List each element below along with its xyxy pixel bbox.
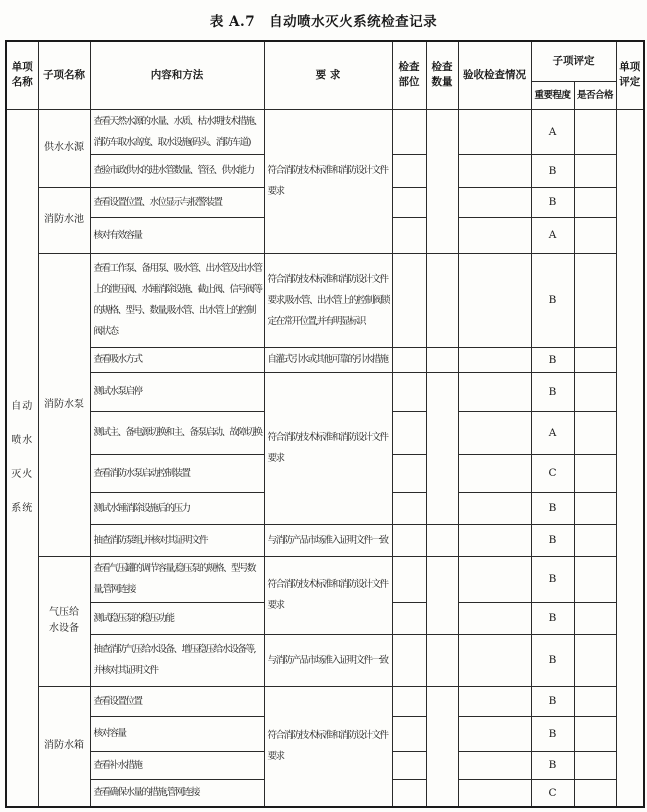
qualified-cell — [574, 217, 616, 253]
location-cell — [392, 454, 426, 492]
qualified-cell — [574, 187, 616, 217]
acceptance-cell — [458, 109, 531, 154]
location-cell — [392, 217, 426, 253]
table-title — [0, 0, 647, 40]
table-row — [6, 253, 644, 347]
location-cell — [392, 109, 426, 154]
acceptance-cell — [458, 217, 531, 253]
item-eval-cell — [616, 109, 644, 807]
importance-cell: B — [531, 602, 574, 634]
qualified-cell — [574, 109, 616, 154]
location-cell — [392, 634, 426, 686]
qualified-cell — [574, 524, 616, 556]
header-item-eval: 单项评定 — [616, 41, 644, 109]
quantity-cell — [426, 253, 458, 347]
acceptance-cell — [458, 372, 531, 411]
content-cell: 查看天然水源的水量、水质、枯水期技术措施、消防车取水高度、取水设施(码头、消防车道) — [90, 109, 264, 154]
importance-cell: B — [531, 716, 574, 751]
acceptance-cell — [458, 779, 531, 807]
content-cell: 查看气压罐的调节容量,稳压泵的规格、型号数量,管网连接 — [90, 556, 264, 602]
content-cell: 查看确保水量的措施,管网连接 — [90, 779, 264, 807]
importance-cell: B — [531, 347, 574, 372]
content-cell: 抽查消防泵组,并核对其证明文件 — [90, 524, 264, 556]
header-importance: 重要程度 — [531, 81, 574, 109]
location-cell — [392, 751, 426, 779]
qualified-cell — [574, 556, 616, 602]
table-row — [6, 372, 644, 411]
header-item-name: 单项名称 — [6, 41, 38, 109]
quantity-cell — [426, 347, 458, 372]
inspection-record-table — [5, 40, 645, 808]
requirement-cell: 符合消防技术标准和消防设计文件要求 — [264, 686, 392, 807]
qualified-cell — [574, 686, 616, 716]
acceptance-cell — [458, 686, 531, 716]
qualified-cell — [574, 411, 616, 454]
importance-cell: A — [531, 109, 574, 154]
acceptance-cell — [458, 347, 531, 372]
location-cell — [392, 347, 426, 372]
qualified-cell — [574, 347, 616, 372]
location-cell — [392, 253, 426, 347]
importance-cell: B — [531, 154, 574, 187]
quantity-cell — [426, 556, 458, 634]
content-cell: 测试水锤消除设施后的压力 — [90, 492, 264, 524]
qualified-cell — [574, 253, 616, 347]
requirement-cell: 自灌式引水或其他可靠的引水措施 — [264, 347, 392, 372]
location-cell — [392, 716, 426, 751]
location-cell — [392, 411, 426, 454]
content-cell: 测试主、备电源切换和主、备泵启动、故障切换 — [90, 411, 264, 454]
header-requirement: 要 求 — [264, 41, 392, 109]
importance-cell: B — [531, 751, 574, 779]
sub-item-cell: 供水水源 — [38, 109, 90, 187]
location-cell — [392, 492, 426, 524]
qualified-cell — [574, 602, 616, 634]
quantity-cell — [426, 686, 458, 807]
importance-cell: B — [531, 686, 574, 716]
qualified-cell — [574, 716, 616, 751]
content-cell: 查看设置位置 — [90, 686, 264, 716]
sub-item-cell: 消防水池 — [38, 187, 90, 253]
importance-cell: C — [531, 779, 574, 807]
acceptance-cell — [458, 716, 531, 751]
location-cell — [392, 154, 426, 187]
content-cell: 测试水泵启停 — [90, 372, 264, 411]
quantity-cell — [426, 372, 458, 524]
header-acceptance-status: 验收检查情况 — [458, 41, 531, 109]
content-cell: 查看消防水泵启动控制装置 — [90, 454, 264, 492]
qualified-cell — [574, 454, 616, 492]
table-number: 表 A.7 — [209, 14, 256, 30]
quantity-cell — [426, 634, 458, 686]
requirement-cell: 符合消防技术标准和消防设计文件要求 — [264, 556, 392, 634]
location-cell — [392, 556, 426, 602]
location-cell — [392, 779, 426, 807]
qualified-cell — [574, 634, 616, 686]
content-cell: 核对容量 — [90, 716, 264, 751]
qualified-cell — [574, 751, 616, 779]
item-name-cell: 自动喷水灭火系统 — [6, 109, 38, 807]
table-row — [6, 556, 644, 602]
acceptance-cell — [458, 602, 531, 634]
importance-cell: B — [531, 634, 574, 686]
acceptance-cell — [458, 492, 531, 524]
header-content-method: 内容和方法 — [90, 41, 264, 109]
header-inspect-quantity: 检查数量 — [426, 41, 458, 109]
acceptance-cell — [458, 454, 531, 492]
importance-cell: B — [531, 556, 574, 602]
importance-cell: B — [531, 372, 574, 411]
acceptance-cell — [458, 556, 531, 602]
requirement-cell: 符合消防技术标准和消防设计文件要求 — [264, 109, 392, 253]
qualified-cell — [574, 492, 616, 524]
table-row — [6, 524, 644, 556]
table-row — [6, 686, 644, 716]
content-cell: 抽查消防气压给水设备、增压稳压给水设备等,并核对其证明文件 — [90, 634, 264, 686]
content-cell: 测试稳压泵的稳压功能 — [90, 602, 264, 634]
sub-item-cell: 气压给水设备 — [38, 556, 90, 686]
requirement-cell: 与消防产品市场准入证明文件一致 — [264, 524, 392, 556]
quantity-cell — [426, 109, 458, 253]
content-cell: 查看补水措施 — [90, 751, 264, 779]
content-cell: 核对有效容量 — [90, 217, 264, 253]
requirement-cell: 符合消防技术标准和消防设计文件要求 — [264, 372, 392, 524]
qualified-cell — [574, 154, 616, 187]
qualified-cell — [574, 779, 616, 807]
importance-cell: C — [531, 454, 574, 492]
importance-cell: B — [531, 187, 574, 217]
importance-cell: A — [531, 217, 574, 253]
quantity-cell — [426, 524, 458, 556]
sub-item-cell: 消防水箱 — [38, 686, 90, 807]
importance-cell: B — [531, 492, 574, 524]
header-qualified: 是否合格 — [574, 81, 616, 109]
acceptance-cell — [458, 187, 531, 217]
acceptance-cell — [458, 253, 531, 347]
acceptance-cell — [458, 634, 531, 686]
location-cell — [392, 187, 426, 217]
acceptance-cell — [458, 751, 531, 779]
table-row — [6, 109, 644, 154]
importance-cell: A — [531, 411, 574, 454]
requirement-cell: 符合消防技术标准和消防设计文件要求,吸水管、出水管上的控制阀锁定在常开位置,并有明显标识 — [264, 253, 392, 347]
acceptance-cell — [458, 411, 531, 454]
location-cell — [392, 524, 426, 556]
sub-item-cell: 消防水泵 — [38, 253, 90, 556]
header-row-1 — [6, 41, 644, 81]
location-cell — [392, 372, 426, 411]
location-cell — [392, 602, 426, 634]
content-cell: 查验市政供水的进水管数量、管径、供水能力 — [90, 154, 264, 187]
importance-cell: B — [531, 253, 574, 347]
header-sub-item: 子项名称 — [38, 41, 90, 109]
table-row — [6, 634, 644, 686]
importance-cell: B — [531, 524, 574, 556]
qualified-cell — [574, 372, 616, 411]
header-inspect-location: 检查部位 — [392, 41, 426, 109]
content-cell: 查看吸水方式 — [90, 347, 264, 372]
table-row — [6, 347, 644, 372]
acceptance-cell — [458, 524, 531, 556]
location-cell — [392, 686, 426, 716]
content-cell: 查看设置位置、水位显示与报警装置 — [90, 187, 264, 217]
table-title-text: 自动喷水灭火系统检查记录 — [269, 14, 438, 30]
content-cell: 查看工作泵、备用泵、吸水管、出水管及出水管上的泄压阀、水锤消除设施、截止阀、信号阀等的规格、型号、数量,吸水管、出水管上的控制阀状态 — [90, 253, 264, 347]
acceptance-cell — [458, 154, 531, 187]
requirement-cell: 与消防产品市场准入证明文件一致 — [264, 634, 392, 686]
header-sub-item-eval: 子项评定 — [531, 41, 616, 81]
